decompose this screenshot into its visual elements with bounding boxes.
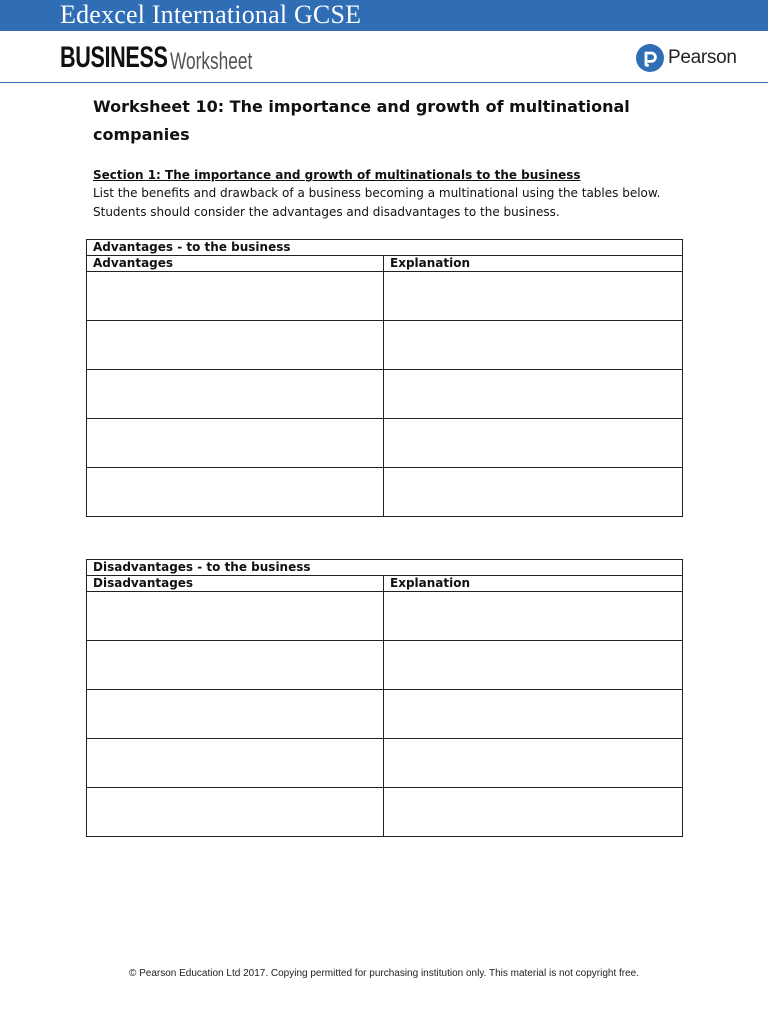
answer-cell[interactable] bbox=[87, 370, 384, 419]
answer-cell[interactable] bbox=[87, 592, 384, 641]
disadvantages-table bbox=[86, 559, 683, 837]
answer-cell[interactable] bbox=[87, 468, 384, 517]
answer-cell[interactable] bbox=[87, 272, 384, 321]
column-header: Explanation bbox=[384, 576, 683, 592]
answer-cell[interactable] bbox=[87, 739, 384, 788]
column-header: Advantages bbox=[87, 256, 384, 272]
table-row bbox=[87, 690, 683, 739]
answer-cell[interactable] bbox=[384, 641, 683, 690]
answer-cell[interactable] bbox=[384, 419, 683, 468]
column-header: Disadvantages bbox=[87, 576, 384, 592]
answer-cell[interactable] bbox=[384, 788, 683, 837]
answer-cell[interactable] bbox=[384, 592, 683, 641]
worksheet-body bbox=[93, 93, 683, 222]
answer-cell[interactable] bbox=[87, 788, 384, 837]
answer-cell[interactable] bbox=[384, 272, 683, 321]
publisher-name: Pearson bbox=[668, 47, 737, 68]
table-row bbox=[87, 739, 683, 788]
table-caption: Disadvantages - to the business bbox=[87, 560, 683, 576]
instruction-line-2: Students should consider the advantages and disadvantages to the business. bbox=[93, 205, 560, 219]
worksheet-label: Worksheet bbox=[170, 48, 253, 75]
answer-cell[interactable] bbox=[384, 370, 683, 419]
answer-cell[interactable] bbox=[87, 419, 384, 468]
answer-cell[interactable] bbox=[384, 468, 683, 517]
answer-cell[interactable] bbox=[384, 690, 683, 739]
table-row bbox=[87, 419, 683, 468]
answer-cell[interactable] bbox=[87, 690, 384, 739]
answer-cell[interactable] bbox=[87, 321, 384, 370]
table-row bbox=[87, 788, 683, 837]
table-row bbox=[87, 641, 683, 690]
table-row bbox=[87, 370, 683, 419]
top-banner bbox=[0, 0, 768, 31]
qualification-title: Edexcel International GCSE bbox=[60, 0, 362, 29]
section-heading: Section 1: The importance and growth of multinationals to the business bbox=[93, 168, 581, 182]
table-caption: Advantages - to the business bbox=[87, 240, 683, 256]
answer-cell[interactable] bbox=[384, 321, 683, 370]
subject-title: BUSINESS bbox=[60, 41, 168, 74]
table-row bbox=[87, 272, 683, 321]
column-header: Explanation bbox=[384, 256, 683, 272]
table-row bbox=[87, 321, 683, 370]
table-row bbox=[87, 592, 683, 641]
answer-cell[interactable] bbox=[384, 739, 683, 788]
brand-row bbox=[0, 31, 768, 83]
answer-cell[interactable] bbox=[87, 641, 384, 690]
table-row bbox=[87, 468, 683, 517]
instruction-line-1: List the benefits and drawback of a business becoming a multinational using the tables below. bbox=[93, 186, 661, 200]
advantages-table bbox=[86, 239, 683, 517]
copyright-footer: © Pearson Education Ltd 2017. Copying permitted for purchasing institution only. This material is not copyright free. bbox=[128, 968, 640, 979]
page-title: Worksheet 10: The importance and growth of multinational companies bbox=[93, 97, 630, 144]
header-divider bbox=[0, 82, 768, 83]
pearson-logo-icon bbox=[636, 44, 664, 72]
